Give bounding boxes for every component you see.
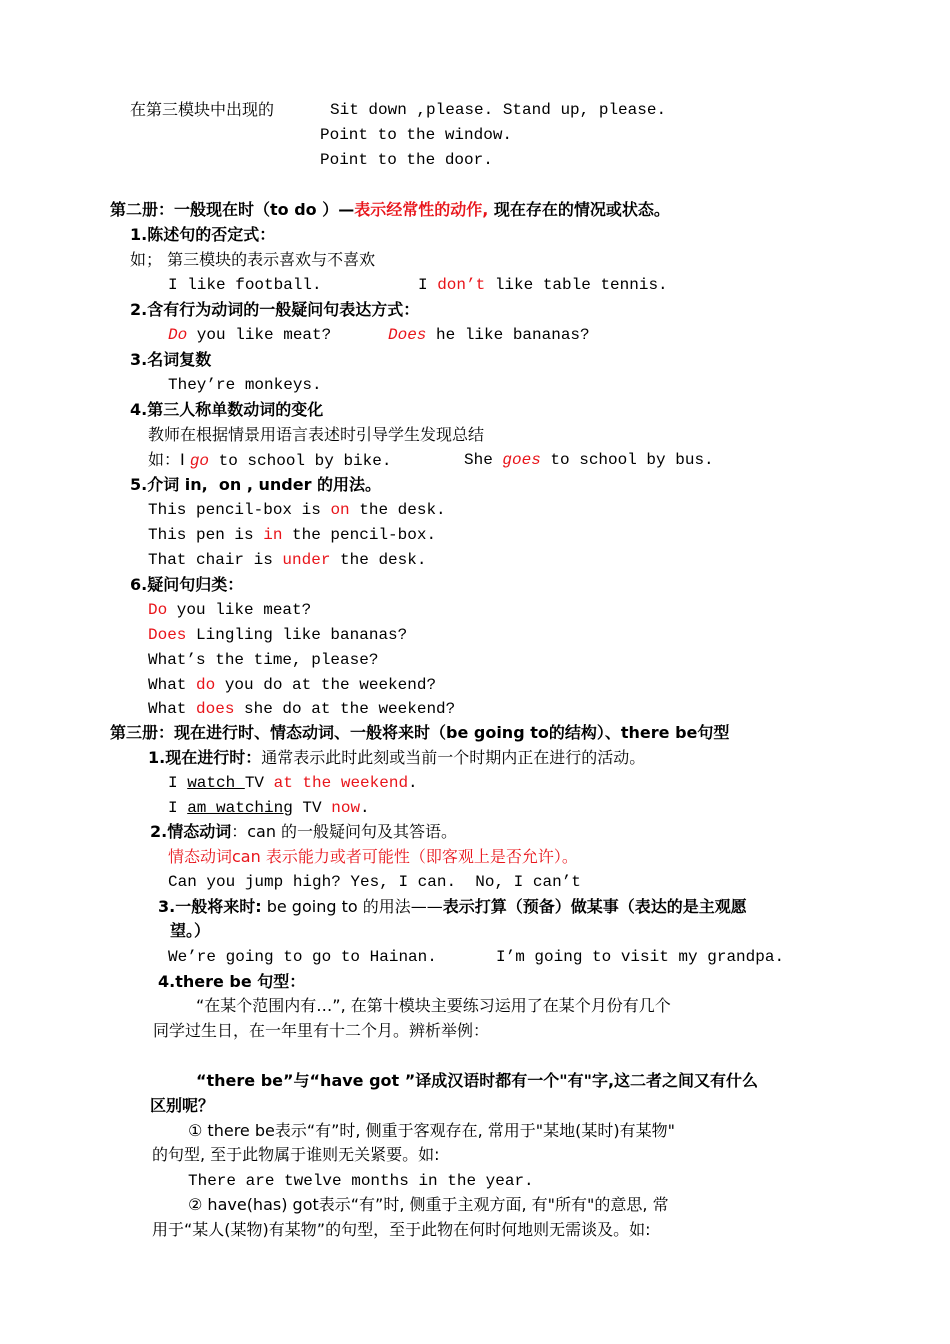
section4-description: 教师在根据情景用语言表述时引导学生发现总结 [148, 425, 485, 444]
point3-meaning: 表示打算（预备）做某事（表达的是主观愿 [442, 897, 747, 916]
ex-text: . [408, 774, 418, 792]
point3-title: 3.一般将来时: [158, 897, 262, 916]
point3 [158, 897, 747, 918]
point1 [148, 748, 645, 768]
point4-desc1: “在某个范围内有…”, 在第十模块主要练习运用了在某个月份有几个 [196, 996, 671, 1015]
ex-text: I [168, 774, 188, 792]
section4-title: 4.第三人称单数动词的变化 [130, 400, 324, 419]
ex-highlight: at the weekend [273, 774, 409, 792]
section1-title: 1.陈述句的否定式： [130, 225, 276, 244]
section5-example3 [148, 550, 426, 570]
point1-title: 1.现在进行时： [148, 748, 262, 767]
section2-example2 [388, 325, 590, 345]
section6-title: 6.疑问句归类： [130, 575, 244, 594]
point4-title: 4.there be 句型： [158, 972, 306, 991]
ex-text: What [148, 676, 197, 694]
module3-line2: Point to the window. [320, 126, 513, 144]
ex-highlight: do [196, 676, 216, 694]
ex-text: . [360, 799, 370, 817]
ex-underline: watch [187, 774, 245, 792]
section3-title: 3.名词复数 [130, 350, 212, 369]
ex-text: Lingling like bananas? [186, 626, 408, 644]
vol3-heading: 第三册：现在进行时、情态动词、一般将来时（be going to的结构）、there be句型 [110, 723, 730, 742]
point1-example1 [168, 773, 418, 793]
question-line1: “there be”与“have got ”译成汉语时都有一个"有"字,这二者之间又有什么 [196, 1071, 759, 1090]
point2-note: 情态动词can 表示能力或者可能性（即客观上是否允许）。 [168, 847, 578, 866]
point3-example2: I’m going to visit my grandpa. [496, 948, 785, 966]
ex-text: you do at the weekend? [215, 676, 437, 694]
ex-highlight: now [331, 799, 361, 817]
ex-text: like table tennis. [485, 276, 668, 294]
section5-example1 [148, 500, 446, 520]
compare2-line1 [188, 1195, 669, 1215]
ex-text: the desk. [330, 551, 427, 569]
compare2-line2: 用于“某人(某物)有某物”的句型，至于此物在何时何地则无需谈及。如: [152, 1220, 651, 1239]
compare2-text: have(has) got表示“有”时, 侧重于主观方面, 有"所有"的意思, 常 [202, 1195, 669, 1214]
ex-highlight: Do [168, 326, 188, 344]
ex-text: you like meat? [187, 326, 332, 344]
point3-description: be going to 的用法—— [261, 897, 443, 916]
section1-example2 [418, 275, 668, 295]
module3-label: 在第三模块中出现的 [130, 100, 275, 119]
ex-underline: am watching [187, 799, 293, 817]
module3-line3: Point to the door. [320, 151, 493, 169]
section5-example2 [148, 525, 436, 545]
compare1-line1 [188, 1121, 675, 1141]
point2 [150, 822, 457, 843]
ex-highlight: goes [502, 451, 541, 469]
ex-highlight: under [282, 551, 331, 569]
ex-text: That chair is [148, 551, 283, 569]
ex-highlight: does [196, 700, 235, 718]
ex-text: This pencil-box is [148, 501, 331, 519]
ex-text: This pen is [148, 526, 264, 544]
compare1-example: There are twelve months in the year. [188, 1172, 534, 1190]
section6-example2 [148, 625, 407, 645]
compare1-line2: 的句型, 至于此物属于谁则无关紧要。如: [152, 1145, 440, 1164]
section6-example1 [148, 600, 311, 620]
section6-example4 [148, 675, 436, 695]
ex-highlight: don’t [437, 276, 486, 294]
section4-example2 [464, 450, 714, 470]
ex-text: you like meat? [167, 601, 312, 619]
section2-title: 2.含有行为动词的一般疑问句表达方式： [130, 300, 420, 319]
ex-text: the desk. [349, 501, 446, 519]
section6-example3: What’s the time, please? [148, 651, 379, 669]
section1-example-label: 如； 第三模块的表示喜欢与不喜欢 [130, 250, 376, 269]
ex-text: the pencil-box. [282, 526, 437, 544]
ex-highlight: Do [148, 601, 168, 619]
ex-text: he like bananas? [426, 326, 590, 344]
point3-meaning-cont: 望。） [170, 921, 211, 940]
ex-text: to school by bike. [209, 452, 392, 470]
section3-example: They’re monkeys. [168, 376, 322, 394]
point3-example1: We’re going to go to Hainan. [168, 948, 437, 966]
section6-example5 [148, 699, 455, 719]
ex-text: she do at the weekend? [234, 700, 456, 718]
point1-example2 [168, 798, 370, 818]
vol2-heading-a: 第二册：一般现在时（to do ）— [110, 200, 355, 219]
section1-example1: I like football. [168, 276, 322, 294]
module3-line1: Sit down ,please. Stand up, please. [330, 101, 667, 119]
point4-desc2: 同学过生日，在一年里有十二个月。辨析举例： [153, 1021, 490, 1040]
vol2-heading [110, 200, 670, 220]
ex-text: TV [244, 774, 274, 792]
section4-example1 [148, 450, 391, 471]
ex-highlight: Does [148, 626, 187, 644]
vol2-heading-red: 表示经常性的动作, [354, 200, 489, 219]
ex-highlight: in [263, 526, 283, 544]
ex-text: TV [292, 799, 332, 817]
ex-text: I [168, 799, 188, 817]
ex-highlight: Does [388, 326, 427, 344]
point2-description: ：can 的一般疑问句及其答语。 [231, 822, 458, 841]
section2-example1 [168, 325, 331, 345]
circled-two-icon: ② [188, 1195, 203, 1214]
ex-text: I [418, 276, 438, 294]
compare1-text: there be表示“有”时, 侧重于客观存在, 常用于"某地(某时)有某物" [202, 1121, 675, 1140]
point1-description: 通常表示此时此刻或当前一个时期内正在进行的活动。 [261, 748, 646, 767]
vol2-heading-b: 现在存在的情况或状态。 [488, 200, 670, 219]
ex-text: She [464, 451, 503, 469]
ex-highlight: go [189, 452, 210, 470]
point2-example: Can you jump high? Yes, I can. No, I can’t [168, 873, 581, 891]
circled-one-icon: ① [188, 1121, 203, 1140]
point2-title: 2.情态动词 [150, 822, 232, 841]
question-line2: 区别呢？ [150, 1096, 215, 1115]
ex-text: What [148, 700, 197, 718]
section5-title: 5.介词 in, on , under 的用法。 [130, 475, 382, 494]
ex-text: 如：I [148, 450, 190, 469]
ex-text: to school by bus. [540, 451, 714, 469]
ex-highlight: on [330, 501, 350, 519]
